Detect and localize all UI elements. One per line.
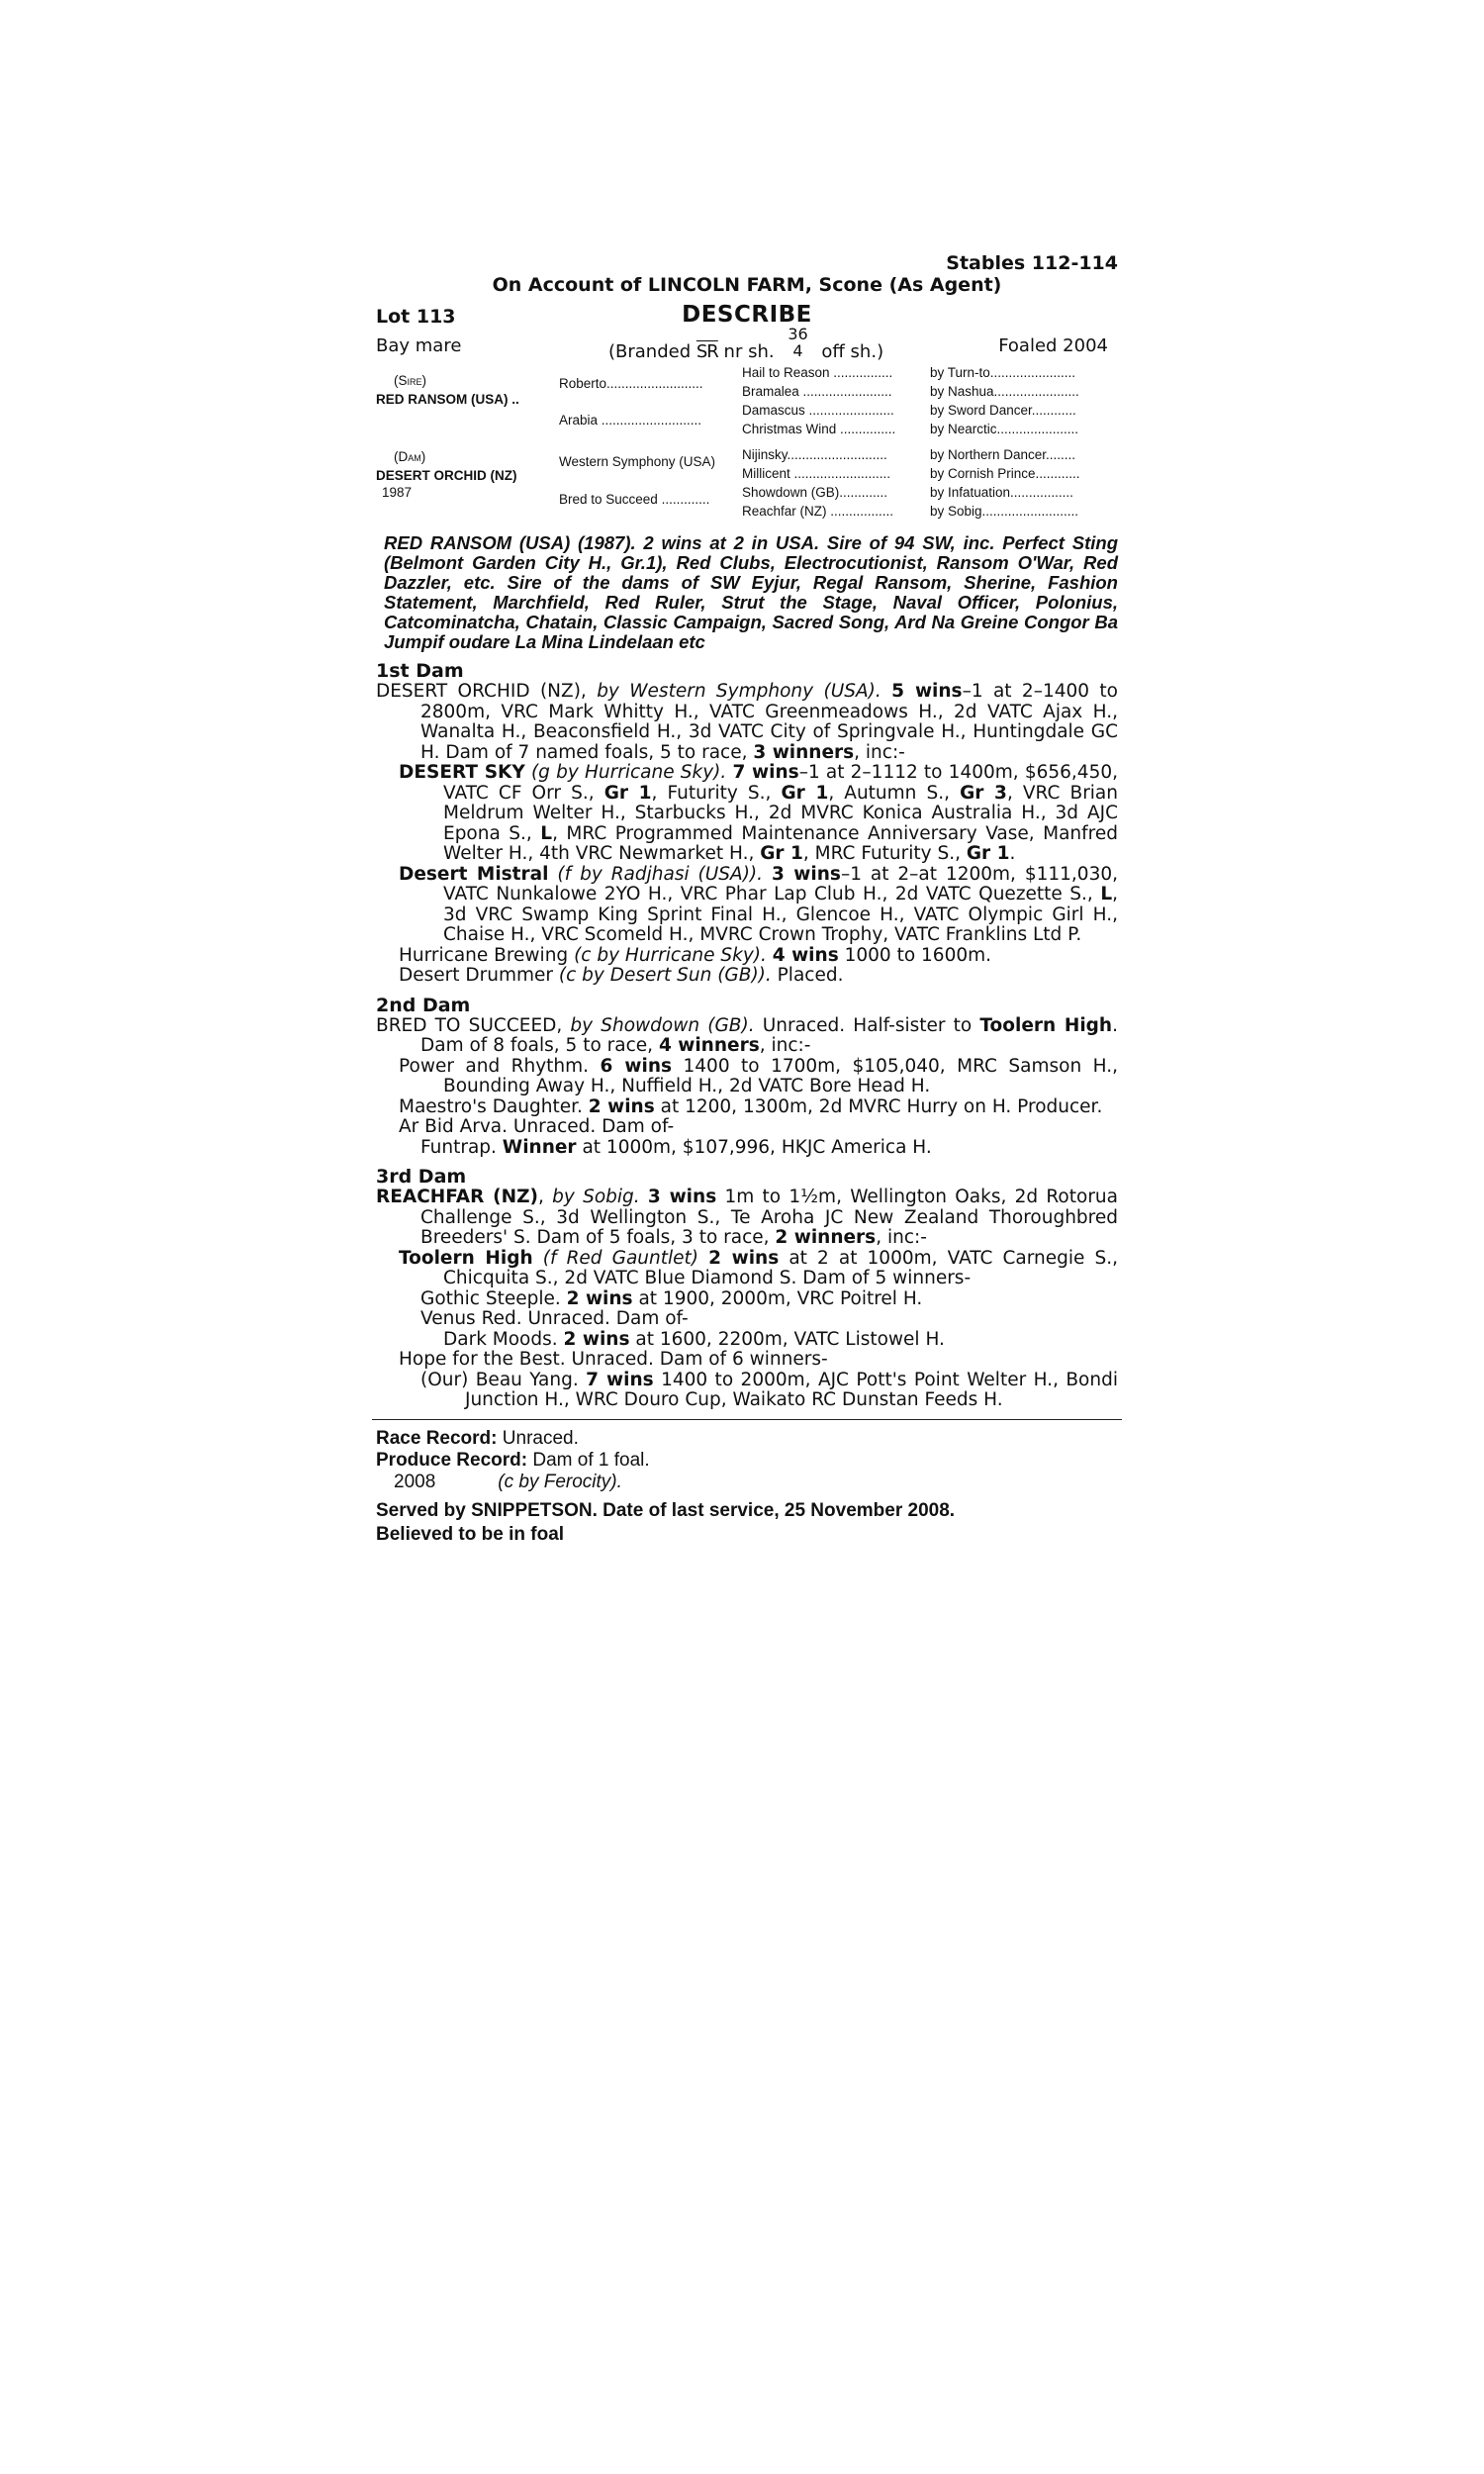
second-dam-heading: 2nd Dam (376, 994, 471, 1016)
section-divider (372, 1419, 1122, 1420)
served-by: Served by SNIPPETSON. Date of last service, 25 November 2008. (376, 1499, 956, 1521)
progeny-text: at 1600, 2200m, VATC Listowel H. (635, 1328, 945, 1350)
progeny-sire: (c by Hurricane Sky). (574, 944, 767, 966)
grand-progeny-entry (420, 1309, 1118, 1330)
progeny-text: . (1009, 843, 1016, 864)
second-dam-entry (376, 1016, 1118, 1057)
progeny-text: –1 at 2–at 1200m, $111,030, VATC Nunkalowe 2YO H., VRC Phar Lap Club H., 2d VATC Quezette S., (443, 863, 1118, 904)
progeny-text: at 1000m, $107,996, HKJC America H. (582, 1136, 932, 1158)
foal-year: 2008 (394, 1471, 436, 1492)
third-dam-text: 1m to 1½m, Wellington Oaks, 2d Rotorua Challenge S., 3d Wellington S., Te Aroha JC New Zealand Thoroughbred Breeders' S. Dam of 5 foals, 3 to race, (420, 1187, 1118, 1248)
progeny-name: Gothic Steeple. (420, 1287, 561, 1309)
second-dam-sire: by Showdown (GB). (570, 1014, 755, 1036)
race-record (376, 1428, 1118, 1450)
pedigree-gen3-2: Bramalea ........................ (742, 384, 892, 399)
pedigree-gen2-1: Roberto.......................... (559, 376, 703, 391)
progeny-entry (399, 865, 1118, 946)
progeny-text: 1400 to 2000m, AJC Pott's Point Welter H., Bondi Junction H., WRC Douro Cup, Waikato RC Dunstan Feeds H. (465, 1369, 1118, 1410)
brand-near: nr sh. (723, 341, 775, 362)
dam-tag: (Dam) (394, 449, 426, 464)
progeny-name: Dark Moods. (443, 1328, 558, 1350)
progeny-name: Toolern High (399, 1247, 533, 1269)
progeny-entry (399, 966, 1118, 987)
pedigree-gen3-6: Millicent .......................... (742, 466, 891, 481)
group-grade: Gr 1 (781, 782, 829, 804)
progeny-entry (399, 763, 1118, 865)
first-dam-text2: , inc:- (854, 741, 905, 763)
first-dam-text1: –1 at 2–1400 to 2800m, VRC Mark Whitty H., VATC Greenmeadows H., 2d VATC Ajax H., Wanalta H., Beaconsfield H., 3d VATC City of Springvale H., Huntingdale GC H. Dam of 7 named foals, 5 to race, (420, 681, 1118, 763)
progeny-sire: (f by Radjhasi (USA)). (557, 863, 764, 885)
progeny-text: , 3d VRC Swamp King Sprint Final H., Glencoe H., VATC Olympic Girl H., Chaise H., VRC Scomeld H., MVRC Crown Trophy, VATC Franklins Ltd P. (443, 884, 1118, 945)
third-dam-wins: 3 wins (647, 1187, 717, 1207)
pedigree-gen3-7: Showdown (GB)............. (742, 485, 888, 500)
description-row (376, 325, 1118, 362)
progeny-text: at 1900, 2000m, VRC Poitrel H. (638, 1287, 923, 1309)
sire-tag: (Sire) (394, 373, 426, 388)
stables-number: Stables 112-114 (946, 252, 1118, 274)
progeny-name: DESERT SKY (399, 762, 525, 783)
group-grade: Gr 1 (966, 843, 1010, 864)
brand-info (608, 325, 884, 369)
progeny-name: Desert Drummer (399, 965, 553, 986)
progeny-entry (399, 1249, 1118, 1289)
third-dam-comma: , (537, 1187, 544, 1207)
produce-foal-row (376, 1472, 1118, 1493)
third-dam-entry (376, 1188, 1118, 1249)
pedigree-gen4-3: by Sword Dancer............ (930, 403, 1076, 418)
third-dam-winners: 2 winners (775, 1227, 877, 1248)
progeny-text: 1400 to 1700m, $105,040, MRC Samson H., Bounding Away H., Nuffield H., 2d VATC Bore Head H. (443, 1055, 1118, 1096)
brand-number (788, 326, 807, 359)
horse-sex-colour: Bay mare (376, 335, 462, 356)
foaled-year: Foaled 2004 (998, 335, 1108, 356)
progeny-text: at 2 at 1000m, VATC Carnegie S., Chicquita S., 2d VATC Blue Diamond S. Dam of 5 winners- (443, 1247, 1118, 1288)
first-dam-winners: 3 winners (753, 741, 855, 763)
progeny-wins: 3 wins (771, 863, 841, 885)
first-dam-entry (376, 682, 1118, 763)
progeny-wins: Winner (502, 1136, 577, 1158)
progeny-wins: 4 wins (772, 944, 839, 966)
pedigree-gen3-5: Nijinsky........................... (742, 447, 887, 462)
pedigree-gen4-2: by Nashua....................... (930, 384, 1079, 399)
progeny-wins: 2 wins (563, 1328, 630, 1350)
progeny-sire: (g by Hurricane Sky). (530, 762, 727, 783)
progeny-text: , MRC Futurity S., (802, 843, 961, 864)
progeny-wins: 7 wins (586, 1369, 654, 1390)
second-dam-winners: 4 winners (658, 1035, 760, 1056)
catalogue-page (376, 252, 1118, 1547)
believed-in-foal: Believed to be in foal (376, 1523, 565, 1545)
pedigree-gen2-3: Western Symphony (USA) (559, 454, 716, 469)
pedigree-table (376, 365, 1118, 522)
dam-name: DESERT ORCHID (NZ) (376, 468, 517, 483)
progeny-wins: 6 wins (600, 1055, 673, 1077)
first-dam-sire: by Western Symphony (USA). (597, 681, 881, 702)
lot-row (376, 302, 1118, 328)
grand-progeny-entry (420, 1371, 1118, 1411)
pedigree-gen3-4: Christmas Wind ............... (742, 422, 896, 436)
progeny-name: Desert Mistral (399, 863, 549, 885)
race-record-value: Unraced. (502, 1427, 579, 1449)
sire-name: RED RANSOM (USA) .. (376, 392, 519, 407)
third-dam-heading: 3rd Dam (376, 1166, 467, 1188)
progeny-name: Funtrap. (420, 1136, 497, 1158)
first-dam-wins: 5 wins (891, 681, 963, 702)
progeny-text: 1000 to 1600m. (844, 944, 992, 966)
progeny-text: , MRC Programmed Maintenance Anniversary Vase, Manfred Welter H., 4th VRC Newmarket H., (443, 822, 1118, 864)
produce-record (376, 1450, 1118, 1472)
group-grade: Gr 3 (960, 782, 1007, 804)
first-dam-heading: 1st Dam (376, 660, 464, 682)
progeny-sire: (c by Desert Sun (GB)). (558, 965, 772, 986)
produce-record-value: Dam of 1 foal. (532, 1449, 650, 1471)
group-grade: Gr 1 (603, 782, 652, 804)
progeny-name: Power and Rhythm. (399, 1055, 590, 1077)
progeny-wins: 2 wins (588, 1095, 655, 1117)
progeny-name: Hope for the Best. Unraced. Dam of 6 winners- (399, 1349, 828, 1370)
race-record-label: Race Record: (376, 1427, 498, 1449)
third-dam-text: , inc:- (876, 1227, 927, 1248)
progeny-name: Hurricane Brewing (399, 944, 569, 966)
listed-grade: L (540, 822, 553, 844)
progeny-entry (399, 1057, 1118, 1097)
great-grand-progeny-entry (443, 1330, 1118, 1351)
horse-name: DESCRIBE (682, 302, 812, 328)
third-dam-sire: by Sobig. (552, 1187, 640, 1207)
vendor-account: On Account of LINCOLN FARM, Scone (As Agent) (492, 274, 1002, 296)
progeny-text: , Futurity S., (651, 782, 772, 804)
progeny-text: , Autumn S., (828, 782, 950, 804)
dam-year: 1987 (382, 485, 413, 500)
lot-number: Lot 113 (376, 306, 456, 328)
pedigree-gen2-2: Arabia ........................... (559, 413, 702, 428)
second-dam-text: . Dam of 8 foals, 5 to race, (420, 1014, 1118, 1056)
first-dam-name: DESERT ORCHID (NZ), (376, 681, 587, 702)
second-dam-text: Unraced. Half-sister to (762, 1014, 973, 1036)
group-grade: Gr 1 (760, 843, 803, 864)
pedigree-gen4-6: by Cornish Prince............ (930, 466, 1080, 481)
progeny-text: at 1200, 1300m, 2d MVRC Hurry on H. Producer. (660, 1095, 1103, 1117)
pedigree-gen4-7: by Infatuation................. (930, 485, 1073, 500)
sire-summary: RED RANSOM (USA) (1987). 2 wins at 2 in USA. Sire of 94 SW, inc. Perfect Sting (Belmont Garden City H., Gr.1), Red Clubs, Electrocutionist, Ransom O'War, Red Dazzler, etc. Sire of the dams of SW Eyjur, Regal Ransom, Sherine, Fashion Statement, Marchfield, Red Ruler, Strut the Stage, Naval Officer, Polonius, Catcominatcha, Chatain, Classic Campaign, Sacred Song, Ard Na Greine Congor Ba Jumpif oudare La Mina Lindelaan etc (384, 532, 1118, 652)
grand-progeny-entry (420, 1138, 1118, 1159)
grand-progeny-entry (420, 1289, 1118, 1310)
progeny-text: –1 at 2–1112 to 1400m, $656,450, VATC CF Orr S., (443, 762, 1118, 804)
progeny-wins: 2 wins (708, 1247, 780, 1269)
produce-record-label: Produce Record: (376, 1449, 528, 1471)
pedigree-gen4-8: by Sobig.......................... (930, 504, 1079, 519)
brand-num-top: 36 (788, 325, 808, 343)
foal-description: (c by Ferocity). (498, 1471, 622, 1492)
progeny-sire: (f Red Gauntlet) (542, 1247, 698, 1269)
progeny-wins: 7 wins (732, 762, 799, 783)
progeny-entry (399, 1097, 1118, 1118)
progeny-name: (Our) Beau Yang. (420, 1369, 579, 1390)
brand-mark: $\overline{SR}$ (696, 341, 718, 362)
pedigree-gen3-8: Reachfar (NZ) ................. (742, 504, 894, 519)
progeny-name: Venus Red. Unraced. Dam of- (420, 1308, 689, 1329)
brand-open: (Branded (608, 341, 692, 362)
second-dam-text: , inc:- (759, 1035, 811, 1056)
progeny-text: Placed. (777, 965, 844, 986)
second-dam-name: BRED TO SUCCEED, (376, 1014, 563, 1036)
progeny-entry (399, 946, 1118, 967)
pedigree-gen4-1: by Turn-to....................... (930, 365, 1076, 380)
progeny-entry (399, 1117, 1118, 1138)
pedigree-gen4-5: by Northern Dancer........ (930, 447, 1076, 462)
pedigree-gen3-1: Hail to Reason ................ (742, 365, 893, 380)
third-dam-name: REACHFAR (NZ) (376, 1187, 538, 1207)
brand-off: off sh.) (821, 341, 884, 362)
pedigree-gen3-3: Damascus ....................... (742, 403, 894, 418)
half-sister-name: Toolern High (979, 1014, 1113, 1036)
progeny-name: Ar Bid Arva. Unraced. Dam of- (399, 1116, 675, 1137)
brand-num-bottom: 4 (792, 341, 803, 360)
pedigree-gen4-4: by Nearctic...................... (930, 422, 1079, 436)
progeny-entry (399, 1350, 1118, 1371)
pedigree-gen2-4: Bred to Succeed ............. (559, 492, 710, 507)
progeny-name: Maestro's Daughter. (399, 1095, 583, 1117)
progeny-wins: 2 wins (566, 1287, 633, 1309)
progeny-text: , VRC Brian Meldrum Welter H., Starbucks H., 2d MVRC Konica Australia H., 3d AJC Epona S., (443, 782, 1118, 844)
listed-grade: L (1100, 884, 1113, 904)
